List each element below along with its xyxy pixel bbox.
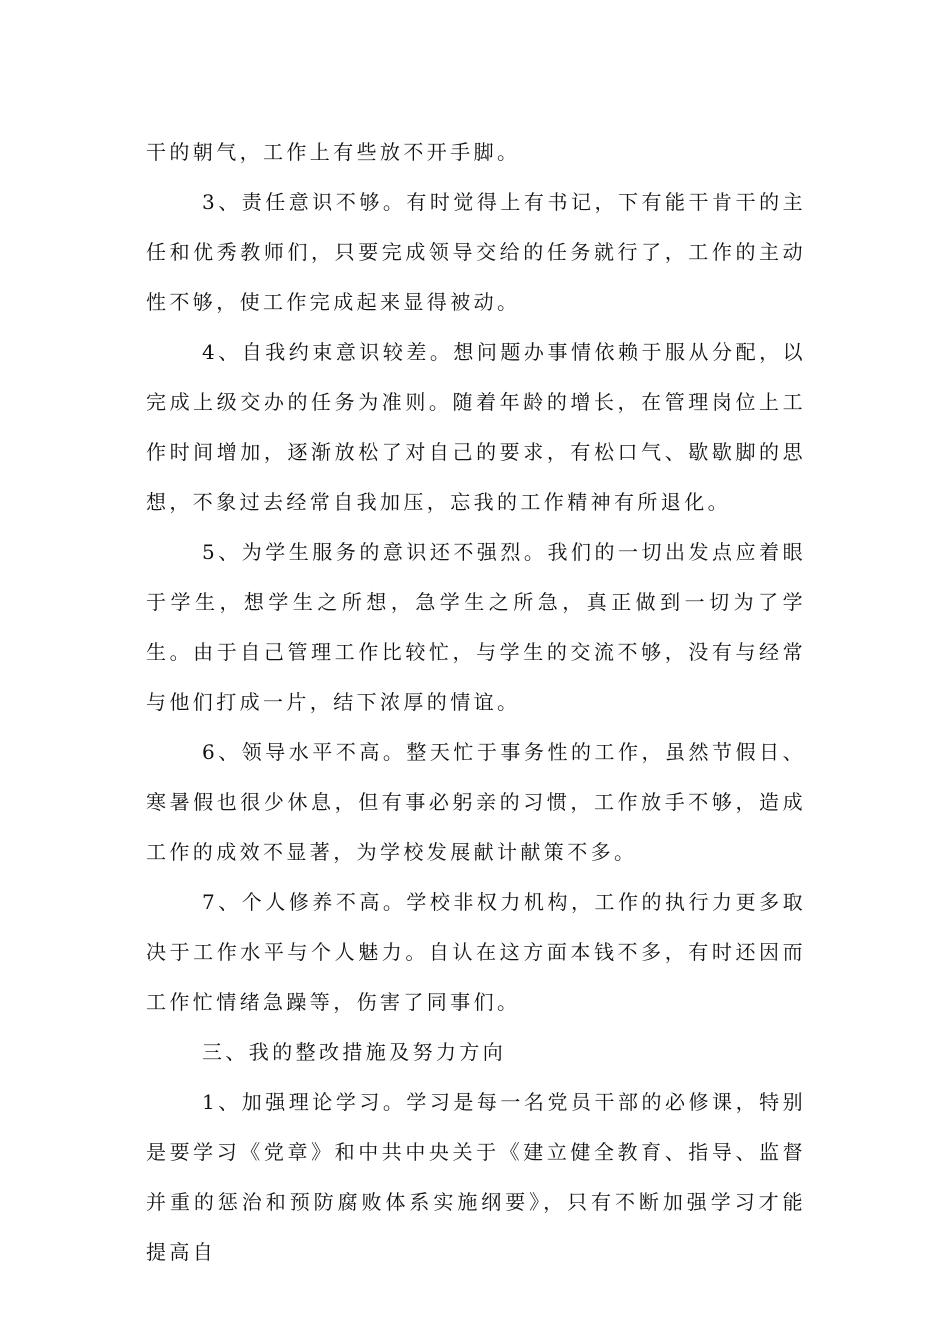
paragraph-item-5: 5、为学生服务的意识还不强烈。我们的一切出发点应着眼于学生，想学生之所想，急学生之所急，真正做到一切为了学生。由于自己管理工作比较忙，与学生的交流不够，没有与经常与他们打成一片，结下浓厚的情谊。 <box>146 540 806 714</box>
paragraph-item-4: 4、自我约束意识较差。想问题办事情依赖于服从分配，以完成上级交办的任务为准则。随着年龄的增长，在管理岗位上工作时间增加，逐渐放松了对自己的要求，有松口气、歇歇脚的思想，不象过去经常自我加压，忘我的工作精神有所退化。 <box>146 340 806 514</box>
section-heading: 三、我的整改措施及努力方向 <box>202 1040 507 1064</box>
paragraph-item-7: 7、个人修养不高。学校非权力机构，工作的执行力更多取决于工作水平与个人魅力。自认在这方面本钱不多，有时还因而工作忙情绪急躁等，伤害了同事们。 <box>146 890 806 1014</box>
paragraph-measure-1: 1、加强理论学习。学习是每一名党员干部的必修课，特别是要学习《党章》和中共中央关于《建立健全教育、指导、监督并重的惩治和预防腐败体系实施纲要》，只有不断加强学习才能提高自 <box>146 1090 806 1264</box>
paragraph-item-3: 3、责任意识不够。有时觉得上有书记，下有能干肯干的主任和优秀教师们，只要完成领导交给的任务就行了，工作的主动性不够，使工作完成起来显得被动。 <box>146 190 806 314</box>
paragraph-item-6: 6、领导水平不高。整天忙于事务性的工作，虽然节假日、寒暑假也很少休息，但有事必躬亲的习惯，工作放手不够，造成工作的成效不显著，为学校发展献计献策不多。 <box>146 740 806 864</box>
document-body <box>146 127 806 1277</box>
paragraph-continuation: 干的朝气，工作上有些放不开手脚。 <box>146 140 521 164</box>
